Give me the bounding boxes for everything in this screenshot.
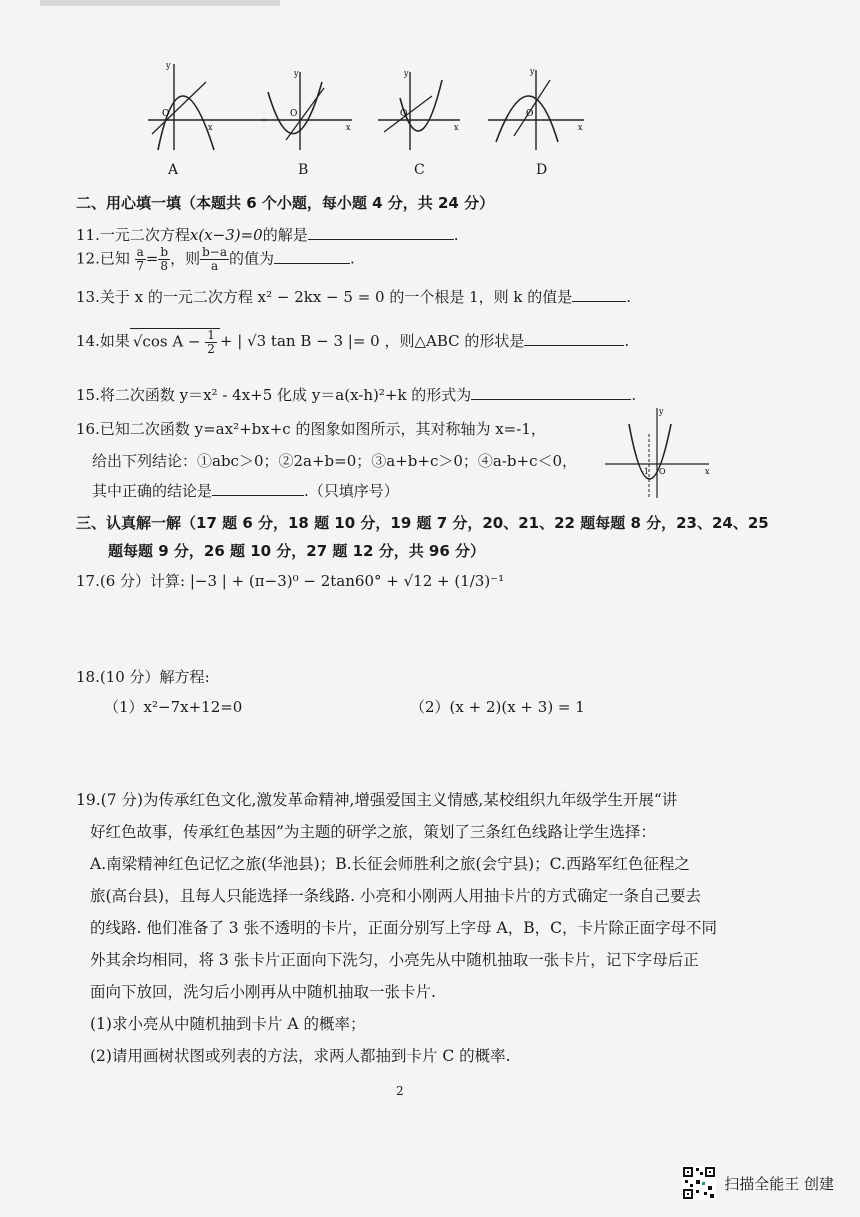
svg-text:y: y [404,69,409,78]
option-c-label: C [414,162,425,178]
svg-text:x: x [346,123,351,132]
svg-text:O: O [526,109,534,119]
q14-cos-term: cos A − [142,332,206,351]
svg-text:x: x [578,123,583,132]
q11-expr: x(x−3)=0 [189,226,263,244]
svg-text:y: y [530,67,535,76]
section3-heading-line2: 题每题 9 分，26 题 10 分，27 题 12 分，共 96 分） [108,542,486,560]
frac-b-minus-a-over-a [200,246,229,273]
q11-answer-blank[interactable] [308,225,454,240]
q14-prefix: 14.如果 [76,332,130,350]
graph-option-c [378,62,498,152]
q15-end: . [631,386,637,404]
q12-mid: ，则 [170,249,201,268]
q19-line: 旅(高台县)，且每人只能选择一条线路. 小亮和小刚两人用抽卡片的方式确定一条自己要去 [90,887,701,905]
frac-den: a [210,259,219,273]
svg-text:O: O [162,109,170,119]
section2-heading: 二、用心填一填（本题共 6 个小题，每小题 4 分，共 24 分） [76,194,495,212]
q19-line: 19.(7 分)为传承红色文化,激发革命精神,增强爱国主义情感,某校组织九年级学生开展“讲 [76,791,678,809]
q16-parabola-graph [605,404,715,499]
q14-sqrt: √cos A − $\frac{1}{2}$ [130,328,220,356]
svg-text:y: y [294,69,299,78]
question-15 [76,384,636,405]
graph-option-a [148,62,268,152]
frac-one-half [205,329,217,356]
q12-end: . [349,249,355,268]
question-14 [76,328,629,356]
q14-end: . [624,332,630,350]
q13-end: . [626,288,632,306]
q16-x-label: x [705,467,710,476]
q11-prefix: 11.一元二次方程 [76,226,190,244]
q14-answer-blank[interactable] [524,331,624,346]
q12-prefix: 12.已知 [76,249,130,268]
q19-line: A.南梁精神红色记忆之旅(华池县)；B.长征会师胜利之旅(会宁县)；C.西路军红色征程之 [90,855,690,873]
q19-line: 面向下放回，洗匀后小刚再从中随机抽取一张卡片. [90,983,436,1001]
frac-num: 1 [207,328,215,342]
frac-den: 8 [160,259,169,273]
q13-answer-blank[interactable] [572,287,626,302]
frac-den: 7 [136,259,145,273]
frac-a-over-7 [135,246,146,273]
question-13 [76,286,631,307]
qr-code-icon [682,1166,716,1200]
q16-origin-label: O [659,467,666,476]
svg-text:x: x [454,123,459,132]
q19-line: 外其余均相同，将 3 张卡片正面向下洗匀，小亮先从中随机抽取一张卡片，记下字母后正 [90,951,699,969]
option-b-label: B [298,162,309,178]
option-d-label: D [536,162,548,178]
q11-suffix: 的解是 [262,226,308,244]
question-17: 17.(6 分）计算: |−3 | + (π−3)⁰ − 2tan60° + √12 + (1/3)⁻¹ [76,572,505,590]
graph-option-b [262,62,382,152]
question-16-line2: 给出下列结论：①abc＞0；②2a+b=0；③a+b+c＞0；④a-b+c＜0， [92,452,578,470]
q19-line: 的线路. 他们准备了 3 张不透明的卡片，正面分别写上字母 A，B，C，卡片除正面字母不同 [90,919,717,937]
q16-y-label: y [659,407,664,416]
frac-num: b−a [202,245,227,259]
q16-neg1-label: -1 [641,467,649,476]
frac-b-over-8 [158,246,170,273]
equals: = [145,249,159,268]
question-19 [76,784,796,1072]
q15-answer-blank[interactable] [471,385,631,400]
question-18-part1: （1）x²−7x+12=0 [104,698,243,716]
watermark-text: 扫描全能王 创建 [724,1174,834,1193]
page-number: 2 [396,1084,404,1098]
q14-rest: + | √3 tan B − 3 |= 0 ，则△ABC 的形状是 [219,332,525,350]
frac-num: b [160,245,169,259]
svg-text:y: y [166,62,171,70]
question-16-line1: 16.已知二次函数 y=ax²+bx+c 的图象如图所示，其对称轴为 x=-1， [76,420,546,438]
question-18-part2: （2）(x + 2)(x + 3) = 1 [410,698,585,716]
q16-answer-blank[interactable] [212,481,304,496]
svg-text:O: O [290,109,298,119]
q13-text: 13.关于 x 的一元二次方程 x² − 2kx − 5 = 0 的一个根是 1，则 k 的值是 [76,288,573,306]
q12-suffix: 的值为 [228,249,274,268]
scanner-watermark [682,1166,834,1200]
question-18-title: 18.(10 分）解方程: [76,668,210,686]
q11-end: . [453,226,459,244]
q19-subquestion-1: (1)求小亮从中随机抽到卡片 A 的概率； [90,1015,366,1033]
frac-num: a [136,245,144,259]
svg-text:x: x [208,123,213,132]
q15-text: 15.将二次函数 y＝x² - 4x+5 化成 y＝a(x-h)²+k 的形式为 [76,386,472,404]
question-12 [76,246,355,273]
q16-suffix: .（只填序号） [304,482,399,500]
frac-den: 2 [207,342,215,356]
q12-answer-blank[interactable] [274,249,350,264]
question-11 [76,224,459,245]
option-a-label: A [168,162,179,178]
section3-heading-line1: 三、认真解一解（17 题 6 分，18 题 10 分，19 题 7 分，20、21、22 题每题 8 分，23、24、25 [76,514,769,532]
graph-option-d [488,62,608,152]
q16-prefix: 其中正确的结论是 [92,482,213,500]
question-16-line3 [92,480,399,501]
q19-line: 好红色故事，传承红色基因”为主题的研学之旅，策划了三条红色线路让学生选择： [90,823,656,841]
scan-edge [40,0,280,6]
svg-text:O: O [400,109,408,119]
q19-subquestion-2: (2)请用画树状图或列表的方法，求两人都抽到卡片 C 的概率. [90,1047,511,1065]
